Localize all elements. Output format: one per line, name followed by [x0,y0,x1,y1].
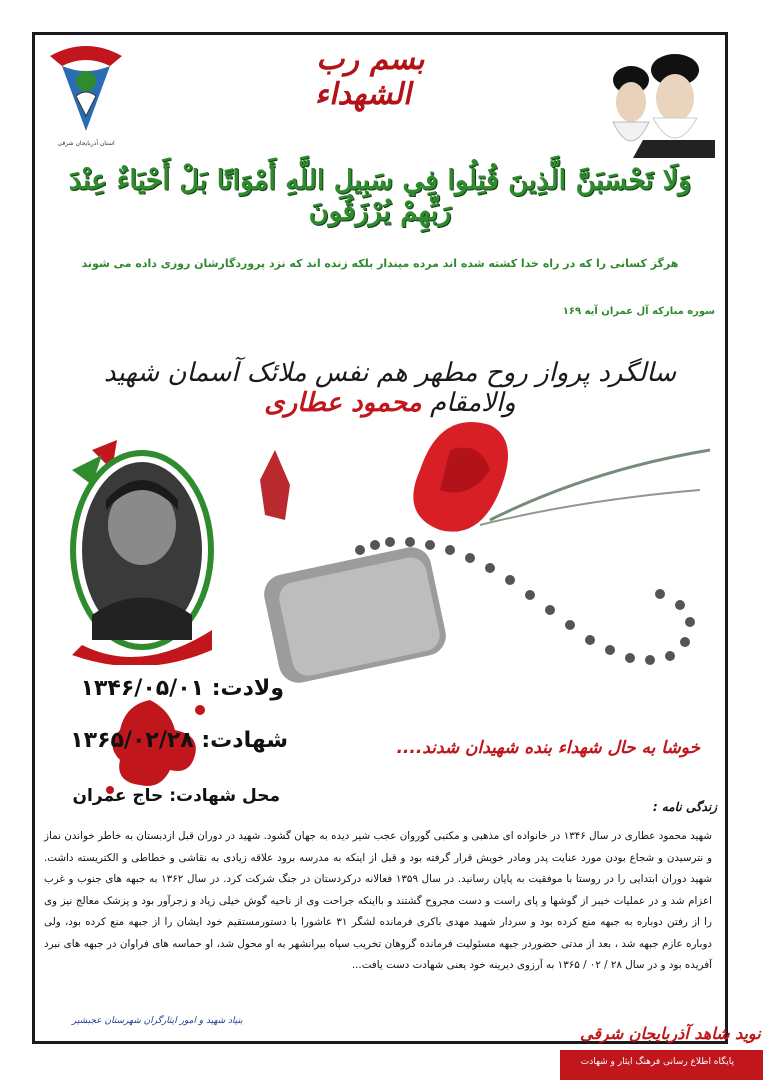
poppy-dogtag-image [240,410,715,700]
quran-verse: وَلَا تَحْسَبَنَّ الَّذِينَ قُتِلُوا فِي سَبِيلِ اللَّهِ أَمْوَاتًا بَلْ أَحْيَاءٌ عِنْدَ رَبِّهِمْ يُرْزَقُونَ [68,165,692,227]
biography-text: شهید محمود عطاری در سال ۱۳۴۶ در خانواده ای مذهبی و مکتبی گوروان عجب شیر دیده به جهان گشود. شهید در دوران قبل ازدبستان به خاطر خواندن نماز و نترسیدن و شجاع بودن مورد عنایت پدر ومادر خویش قرار گرفته بود و قبل از اینکه به مدرسه برود علاقه زیادی به نقاشی و خطاطی و الکتریسته داشت. شهید دوران ابتدایی را در روستا با موفقیت به پایان رسانید. در سال ۱۳۵۹ فعالانه درکردستان در جنگ شرکت کرد. در سال ۱۳۶۲ به جبهه های جنوب و غرب اعزام شد و در عملیات خیبر از گوشها و پای راست و دست مجروح گشتند و بااینکه جراحت وی از ناحیه گوش خیلی زیاد و زجرآور بود و پزشک معالج نیز وی را از رفتن دوباره به جبهه منع کرده بود و سردار شهید مهدی باکری فرمانده لشگر ۳۱ عاشورا با دستورمستقیم خود ایشان را از جبهه منع کرده بود، ولی دوباره عازم جبهه شد ، بعد از مدتی حضوردر جبهه مسئولیت فرمانده گروهان تخریب سپاه بیرانشهر به او محول شد، او حماسه های فراوان در جبهه های نبرد آفریده بود و در سال ۲۸ / ۰۲ / ۱۳۶۵ به آرزوی دیرینه خود یعنی شهادت دست یافت... [44,830,713,971]
headline-text: سالگرد پرواز روح مطهر هم نفس ملائک آسمان شهید والامقام [103,358,677,418]
slogan: خوشا به حال شهداء بنده شهیدان شدند.... [396,738,700,758]
martyr-name: محمود عطاری [264,388,422,418]
verse-reference: سوره مبارکه آل عمران آیه ۱۶۹ [562,306,715,317]
signature: بنیاد شهید و امور ایثارگران شهرستان عجبشیر [72,1016,243,1026]
biography-title: زندگی نامه : [652,800,717,814]
headline [90,358,690,418]
logo-caption: استان آذربایجان شرقی [57,140,115,147]
martyrdom-date: شهادت: ۱۳۶۵/۰۲/۲۸ [70,728,288,753]
verse-translation: هرگز کسانی را که در راه خدا کشته شده اند مرده مپندار بلکه زنده اند که نزد پروردگارشان روزی داده می شوند [81,257,679,270]
footer-tagline: پایگاه اطلاع رسانی فرهنگ ایثار و شهادت [580,1057,734,1067]
foundation-logo-icon [40,36,132,154]
martyrdom-place: محل شهادت: حاج عمران [72,786,280,806]
leaders-portrait-image [603,40,715,158]
footer-brand: نوید شاهد آذربایجان شرقی [580,1024,761,1043]
birth-date: ولادت: ۱۳۴۶/۰۵/۰۱ [80,676,284,701]
martyr-photo [62,440,217,665]
header-title: بسم رب الشهداء [313,42,431,112]
